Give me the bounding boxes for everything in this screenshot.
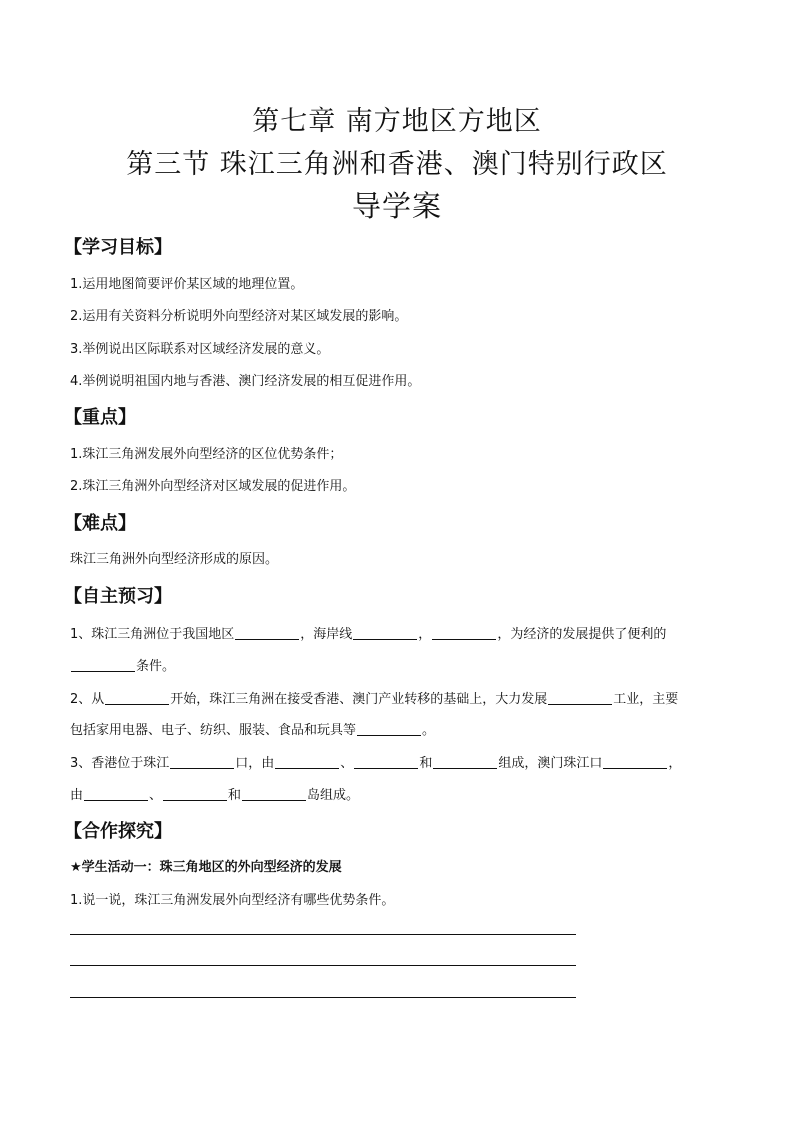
answer-blank[interactable] [242, 787, 306, 801]
objectives-heading: 【学习目标】 [64, 237, 172, 258]
answer-blank[interactable] [84, 787, 148, 801]
preview-question-1-cont: 条件。 [70, 655, 175, 674]
preview-question-3: 3、香港位于珠江 口，由 、 和 组成，澳门珠江口 ， [70, 756, 682, 771]
answer-blank[interactable] [163, 787, 227, 801]
document-type-title: 导学案 [351, 189, 442, 223]
answer-blank[interactable] [170, 755, 234, 769]
answer-blank[interactable] [71, 658, 135, 672]
objective-item: 3.举例说出区际联系对区域经济发展的意义。 [70, 342, 330, 357]
answer-blank[interactable] [357, 722, 421, 736]
answer-blank[interactable] [548, 691, 612, 705]
preview-question-2: 2、从 开始，珠江三角洲在接受香港、澳门产业转移的基础上，大力发展 工业，主要 [70, 692, 679, 707]
answer-blank[interactable] [275, 755, 339, 769]
section-title: 第三节 珠江三角洲和香港、澳门特别行政区 [126, 149, 668, 180]
difficulties-heading: 【难点】 [64, 513, 136, 534]
preview-question-2-cont: 包括家用电器、电子、纺织、服装、食品和玩具等 。 [70, 723, 436, 738]
answer-blank[interactable] [235, 626, 299, 640]
activity-title: ★学生活动一：珠三角地区的外向型经济的发展 [70, 860, 342, 875]
activity-question: 1.说一说，珠江三角洲发展外向型经济有哪些优势条件。 [70, 893, 395, 908]
answer-blank[interactable] [433, 755, 497, 769]
key-point-item: 2.珠江三角洲外向型经济对区域发展的促进作用。 [70, 479, 356, 494]
answer-blank[interactable] [432, 626, 496, 640]
preview-question-1: 1、珠江三角洲位于我国地区 ，海岸线 ， ，为经济的发展提供了便利的 [70, 627, 667, 642]
difficulty-item: 珠江三角洲外向型经济形成的原因。 [70, 552, 279, 567]
chapter-title: 第七章 南方地区方地区 [252, 106, 542, 137]
answer-line[interactable] [70, 965, 576, 966]
objective-item: 1.运用地图简要评价某区域的地理位置。 [70, 277, 304, 292]
objective-item: 2.运用有关资料分析说明外向型经济对某区域发展的影响。 [70, 309, 408, 324]
answer-blank[interactable] [105, 691, 169, 705]
answer-blank[interactable] [354, 755, 418, 769]
cooperation-heading: 【合作探究】 [64, 821, 172, 842]
answer-line[interactable] [70, 997, 576, 998]
answer-line[interactable] [70, 934, 576, 935]
answer-blank[interactable] [353, 626, 417, 640]
objective-item: 4.举例说明祖国内地与香港、澳门经济发展的相互促进作用。 [70, 374, 421, 389]
key-points-heading: 【重点】 [64, 407, 136, 428]
answer-blank[interactable] [603, 755, 667, 769]
key-point-item: 1.珠江三角洲发展外向型经济的区位优势条件； [70, 447, 343, 462]
preview-question-3-cont: 由 、 和 岛组成。 [70, 788, 360, 803]
preview-heading: 【自主预习】 [64, 586, 172, 607]
